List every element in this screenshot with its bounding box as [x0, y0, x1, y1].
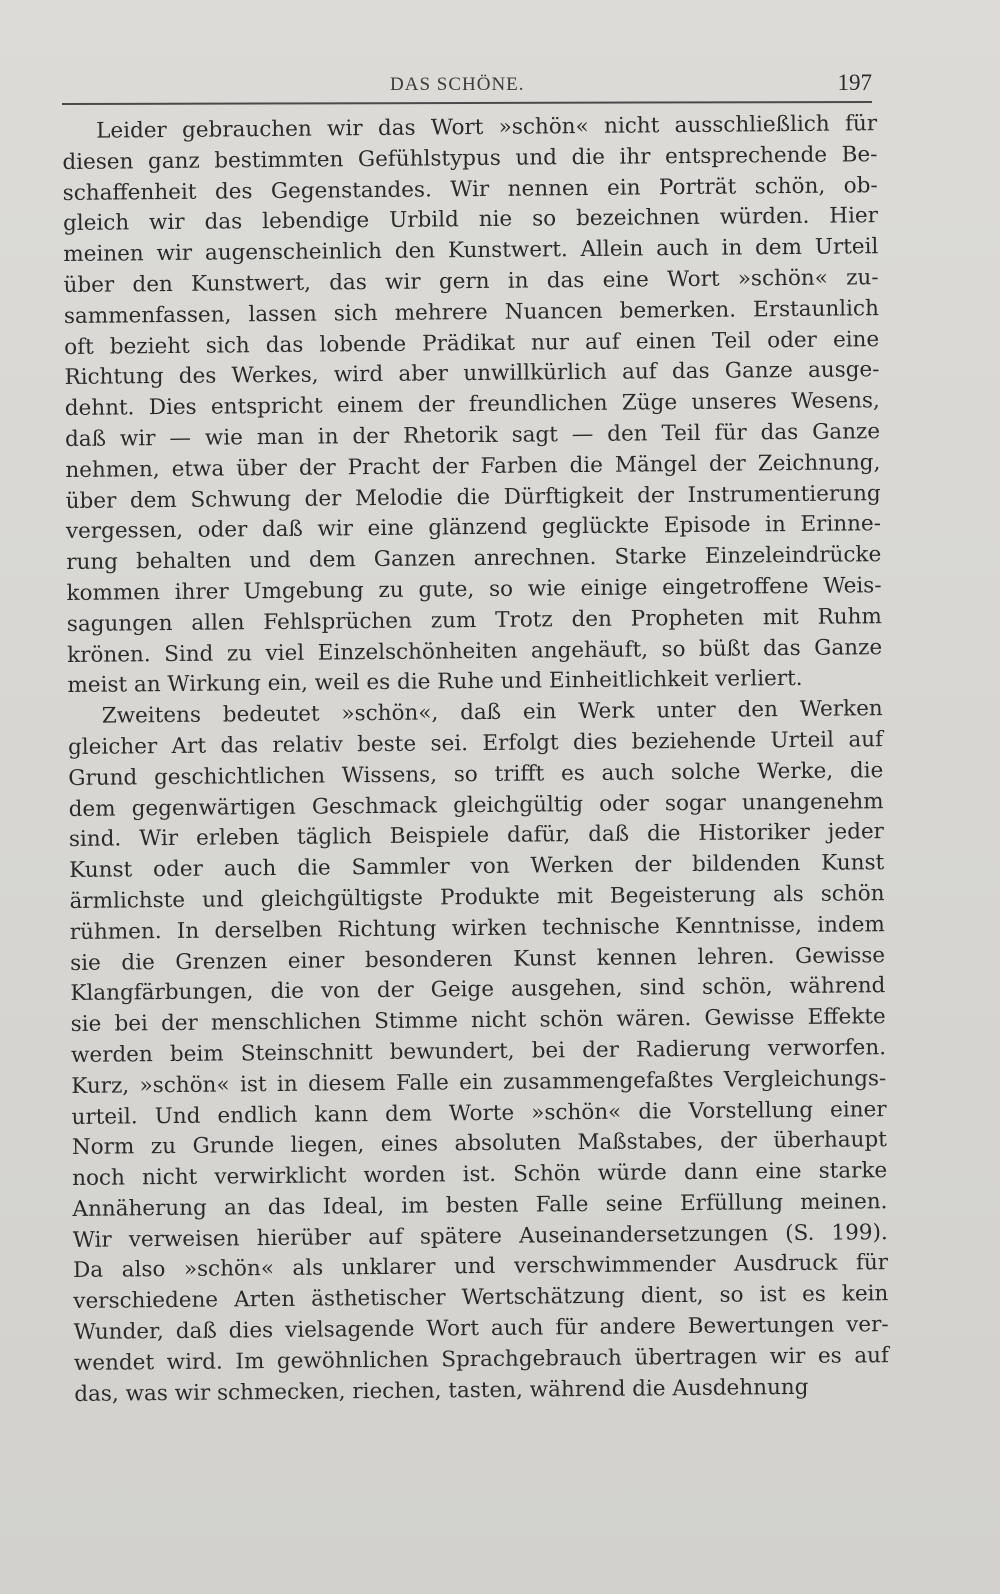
text-line: Kurz, »schön« ist in diesem Falle ein zusammengefaßtes Vergleichungs-: [71, 1065, 887, 1099]
running-title: DAS SCHÖNE.: [390, 74, 525, 95]
text-line: kommen ihrer Umgebung zu gute, so wie einige eingetroffene Weis-: [66, 573, 882, 606]
text-line: diesen ganz bestimmten Gefühlstypus und die ihr entsprechende Be-: [62, 141, 878, 175]
text-line: sammenfassen, lassen sich mehrere Nuancen bemerken. Erstaunlich: [63, 295, 879, 329]
text-line: schaffenheit des Gegenstandes. Wir nennen ein Porträt schön, ob-: [62, 172, 878, 206]
text-line: daß wir — wie man in der Rhetorik sagt — den Teil für das Ganze: [64, 419, 881, 452]
text-line: dem gegenwärtigen Geschmack gleichgültig oder sogar unangenehm: [68, 788, 884, 822]
text-line: oft bezieht sich das lobende Prädikat nur auf einen Teil oder eine: [64, 326, 880, 360]
text-line: ärmlichste und gleichgültigste Produkte mit Begeisterung als schön: [69, 881, 885, 914]
text-line: meist an Wirkung ein, weil es die Ruhe und Einheitlichkeit verliert.: [67, 666, 803, 699]
text-line: sagungen allen Fehlsprüchen zum Trotz den Propheten mit Ruhm: [66, 603, 882, 637]
text-line: vergessen, oder daß wir eine glänzend geglückte Episode in Erinne-: [65, 511, 882, 545]
text-line: gleich wir das lebendige Urbild nie so bezeichnen würden. Hier: [62, 203, 879, 237]
text-line: rung behalten und dem Ganzen anrechnen. Starke Einzeleindrücke: [66, 542, 882, 576]
text-line: Leider gebrauchen wir das Wort »schön« nicht ausschließlich für: [96, 111, 878, 144]
text-line: sind. Wir erleben täglich Beispiele dafür, daß die Historiker jeder: [68, 819, 885, 853]
text-line: rühmen. In derselben Richtung wirken technische Kenntnisse, indem: [69, 911, 885, 945]
text-line: das, was wir schmecken, riechen, tasten, während die Ausdehnung: [74, 1374, 809, 1407]
text-line: gleicher Art das relativ beste sei. Erfolgt dies beziehende Urteil auf: [67, 727, 884, 760]
text-line: Annäherung an das Ideal, im besten Falle seine Erfüllung meinen.: [72, 1189, 888, 1222]
page-number: 197: [837, 70, 872, 95]
text-line: über dem Schwung der Melodie die Dürftigkeit der Instrumentierung: [65, 480, 881, 514]
text-line: wendet wird. Im gewöhnlichen Sprachgebrauch übertragen wir es auf: [73, 1342, 890, 1376]
text-line: sie die Grenzen einer besonderen Kunst kennen lehren. Gewisse: [70, 942, 886, 976]
running-head: [62, 70, 872, 100]
text-line: Richtung des Werkes, wird aber unwillkürlich auf das Ganze ausge-: [64, 357, 880, 391]
text-line: Kunst oder auch die Sammler von Werken der bildenden Kunst: [69, 850, 885, 884]
text-line: werden beim Steinschnitt bewundert, bei der Radierung verworfen.: [70, 1035, 887, 1068]
text-line: noch nicht verwirklicht worden ist. Schön würde dann eine starke: [72, 1158, 888, 1192]
body-text: [62, 109, 889, 1410]
text-line: Grund geschichtlichen Wissens, so trifft es auch solche Werke, die: [68, 757, 884, 791]
text-line: sie bei der menschlichen Stimme nicht schön wären. Gewisse Effekte: [70, 1004, 886, 1038]
text-line: Da also »schön« als unklarer und verschwimmender Ausdruck für: [72, 1250, 889, 1284]
text-line: Wir verweisen hierüber auf spätere Auseinandersetzungen (S. 199).: [72, 1219, 888, 1253]
header-rule: [62, 101, 872, 105]
text-line: verschiedene Arten ästhetischer Wertschätzung dient, so ist es kein: [73, 1281, 889, 1315]
text-line: über den Kunstwert, das wir gern in das eine Wort »schön« zu-: [63, 265, 879, 298]
text-line: Wunder, daß dies vielsagende Wort auch für andere Bewertungen ver-: [73, 1312, 889, 1346]
text-line: krönen. Sind zu viel Einzelschönheiten angehäuft, so büßt das Ganze: [67, 634, 883, 668]
text-line: nehmen, etwa über der Pracht der Farben die Mängel der Zeichnung,: [65, 449, 881, 483]
text-line: meinen wir augenscheinlich den Kunstwert. Allein auch in dem Urteil: [63, 234, 879, 268]
text-line: Klangfärbungen, die von der Geige ausgehen, sind schön, während: [70, 973, 886, 1007]
text-line: Zweitens bedeutet »schön«, daß ein Werk unter den Werken: [101, 696, 883, 729]
text-line: Norm zu Grunde liegen, eines absoluten Maßstabes, der überhaupt: [71, 1127, 887, 1161]
text-line: urteil. Und endlich kann dem Worte »schön« die Vorstellung einer: [71, 1096, 887, 1130]
text-line: dehnt. Dies entspricht einem der freundlichen Züge unseres Wesens,: [64, 388, 880, 422]
